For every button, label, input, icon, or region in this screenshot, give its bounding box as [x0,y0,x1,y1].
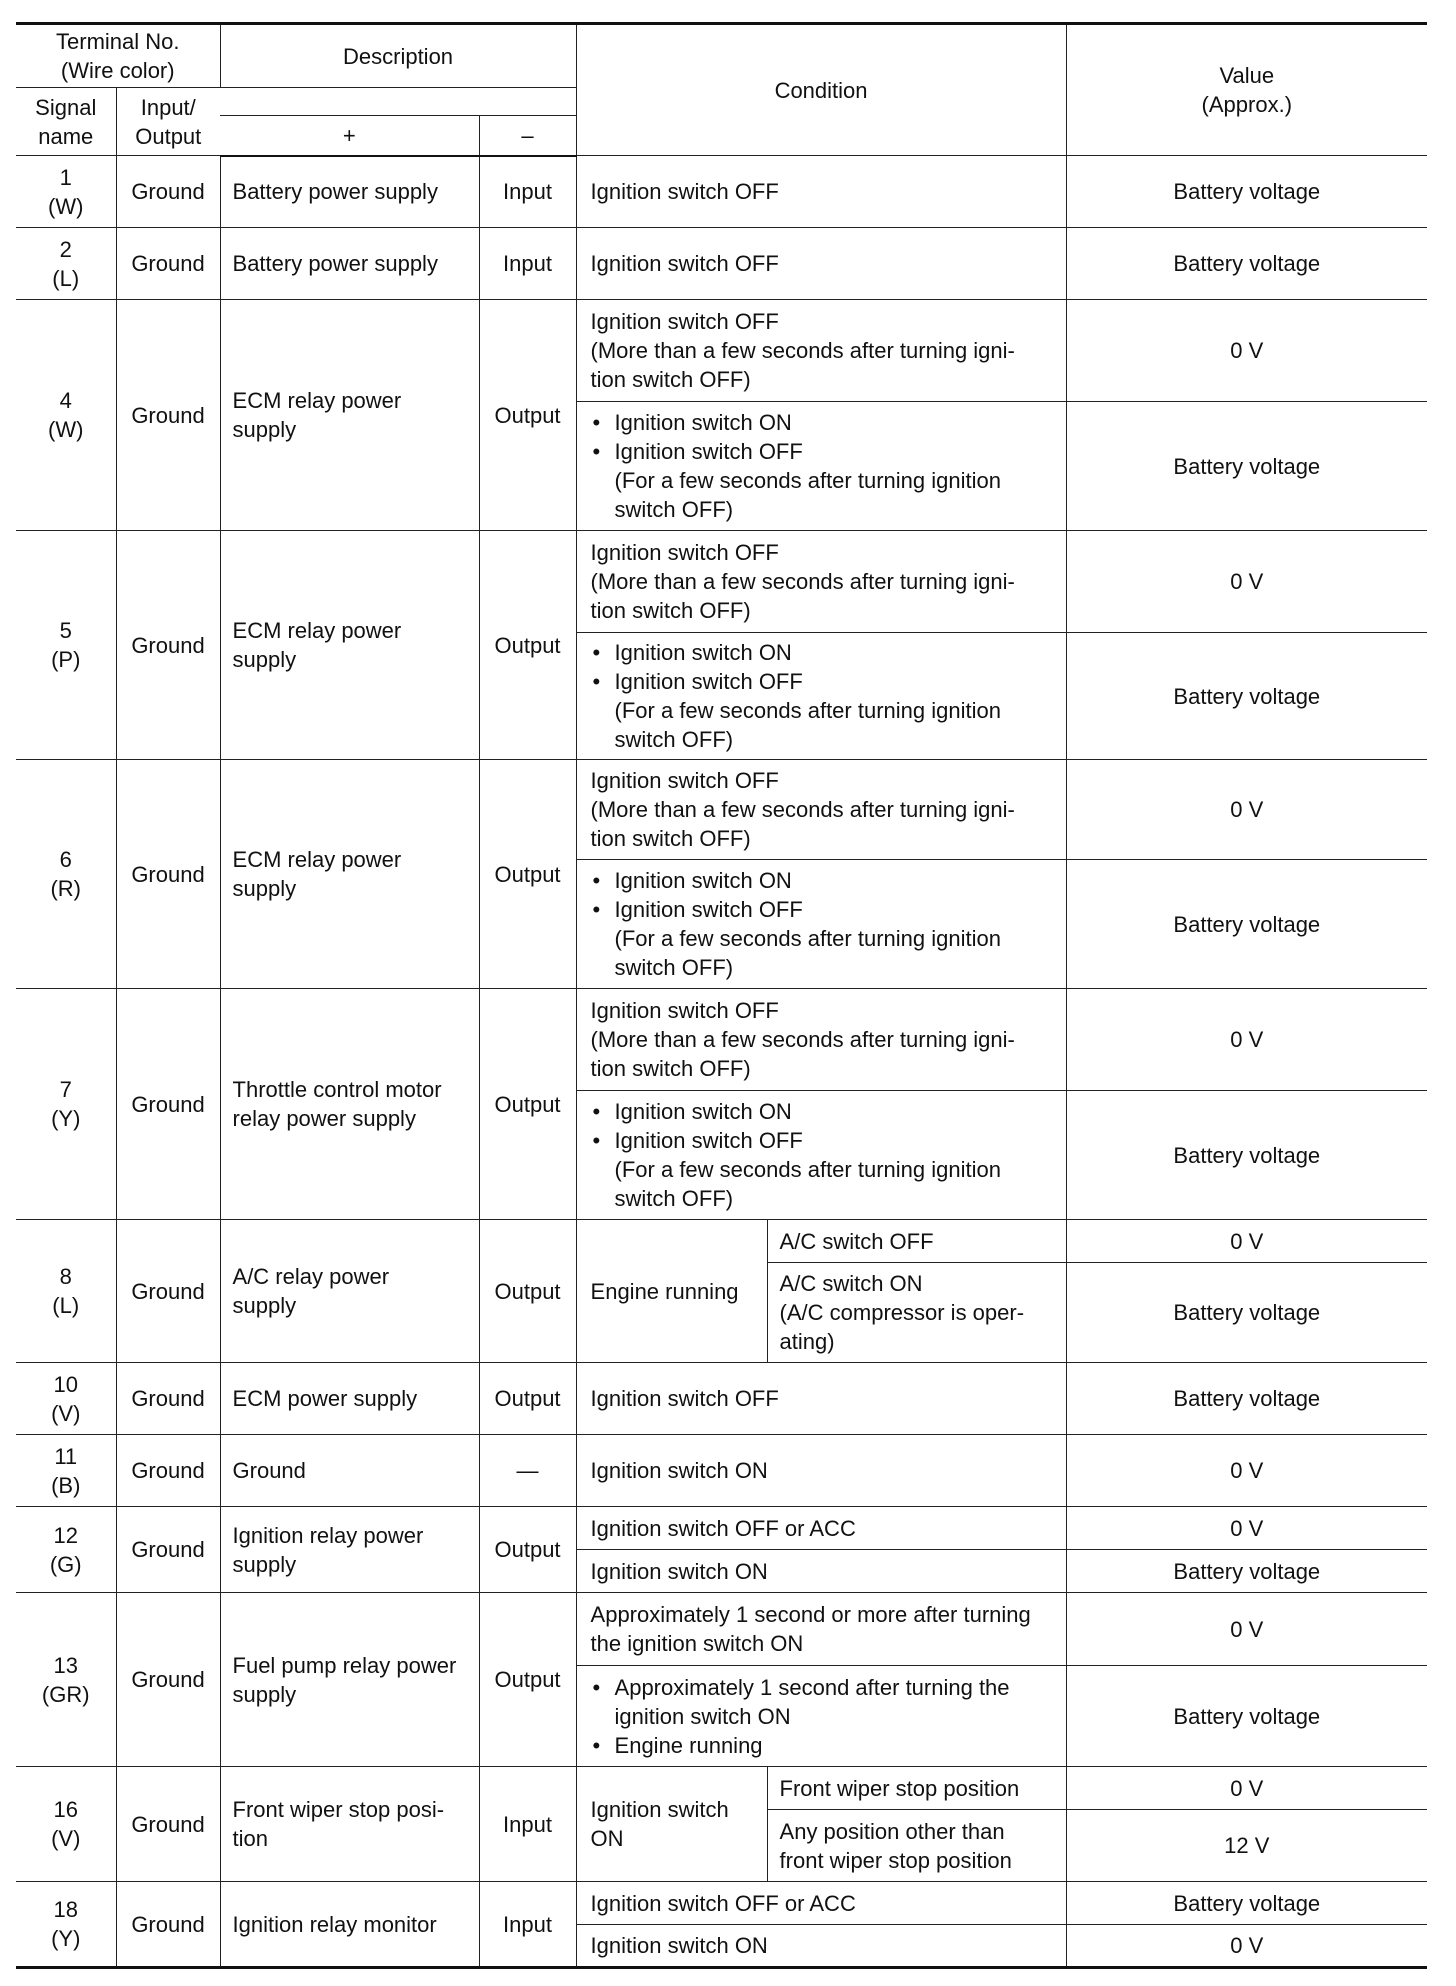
value: 0 V [1066,1435,1427,1507]
signal-name: Battery power supply [220,228,479,300]
terminal-minus: Ground [116,1220,220,1363]
terminal-number: 2 (L) [16,228,116,300]
sub-condition: Any position other than front wiper stop position [767,1810,1066,1882]
condition: Ignition switch ON [576,1767,767,1882]
condition: Ignition switch OFF or ACC [576,1882,1066,1925]
io-type: Output [479,760,576,989]
header-value: Value (Approx.) [1066,24,1427,156]
condition-item: • Engine running [591,1731,1052,1760]
terminal-number: 12 (G) [16,1507,116,1593]
terminal-minus: Ground [116,228,220,300]
value: 0 V [1066,760,1427,860]
terminal-minus: Ground [116,156,220,228]
condition: Ignition switch OFF (More than a few seconds after turning igni- tion switch OFF) [576,531,1066,633]
sub-condition: Front wiper stop position [767,1767,1066,1810]
condition-note: (For a few seconds after turning ignition switch OFF) [614,1157,1001,1211]
condition [576,633,1066,760]
header-signal-name: Signal name [16,88,116,156]
io-type: Output [479,989,576,1220]
value: Battery voltage [1066,1091,1427,1220]
value: 0 V [1066,1925,1427,1968]
condition: Ignition switch ON [576,1435,1066,1507]
condition: Ignition switch OFF (More than a few seconds after turning igni- tion switch OFF) [576,760,1066,860]
terminal-minus: Ground [116,1363,220,1435]
condition-list [591,638,1052,696]
header-condition: Condition [576,24,1066,156]
io-type: Input [479,156,576,228]
ecm-terminal-table [16,22,1427,1969]
io-type: Output [479,1507,576,1593]
header-input-output: Input/ Output [116,88,220,156]
signal-name: Battery power supply [220,156,479,228]
io-type: Output [479,1220,576,1363]
value: Battery voltage [1066,156,1427,228]
terminal-minus: Ground [116,1435,220,1507]
signal-name: Front wiper stop posi- tion [220,1767,479,1882]
condition-note: (For a few seconds after turning ignition switch OFF) [614,698,1001,752]
value: 12 V [1066,1810,1427,1882]
condition-note: (For a few seconds after turning ignition switch OFF) [614,468,1001,522]
value: 0 V [1066,1220,1427,1263]
condition-note: (For a few seconds after turning ignition switch OFF) [614,926,1001,980]
value: Battery voltage [1066,1263,1427,1363]
io-type: Output [479,300,576,531]
value: Battery voltage [1066,402,1427,531]
condition: Ignition switch OFF or ACC [576,1507,1066,1550]
condition-item: • Ignition switch OFF [591,1126,1052,1155]
condition [576,402,1066,531]
terminal-number: 6 (R) [16,760,116,989]
value: Battery voltage [1066,1666,1427,1767]
io-type: Input [479,228,576,300]
condition-item: • Approximately 1 second after turning the ignition switch ON [591,1673,1052,1731]
signal-name: ECM power supply [220,1363,479,1435]
value: 0 V [1066,300,1427,402]
header-terminal: Terminal No. (Wire color) [16,24,220,88]
condition: Ignition switch OFF (More than a few seconds after turning igni- tion switch OFF) [576,989,1066,1091]
value: 0 V [1066,531,1427,633]
io-type: Input [479,1767,576,1882]
terminal-minus: Ground [116,760,220,989]
terminal-minus: Ground [116,300,220,531]
condition: Ignition switch ON [576,1925,1066,1968]
condition: Approximately 1 second or more after turning the ignition switch ON [576,1593,1066,1666]
condition: Ignition switch OFF [576,228,1066,300]
terminal-number: 7 (Y) [16,989,116,1220]
signal-name: A/C relay power supply [220,1220,479,1363]
signal-name: ECM relay power supply [220,760,479,989]
value: 0 V [1066,1767,1427,1810]
condition [576,1666,1066,1767]
value: 0 V [1066,989,1427,1091]
io-type: Input [479,1882,576,1968]
signal-name: Ignition relay monitor [220,1882,479,1968]
terminal-minus: Ground [116,1593,220,1767]
condition [576,1091,1066,1220]
header-minus: – [479,116,576,156]
terminal-number: 4 (W) [16,300,116,531]
signal-name: Fuel pump relay power supply [220,1593,479,1767]
value: 0 V [1066,1593,1427,1666]
value: 0 V [1066,1507,1427,1550]
condition-list [591,1097,1052,1155]
condition: Ignition switch OFF (More than a few seconds after turning igni- tion switch OFF) [576,300,1066,402]
value: Battery voltage [1066,633,1427,760]
condition: Ignition switch OFF [576,1363,1066,1435]
value: Battery voltage [1066,1550,1427,1593]
io-type: Output [479,531,576,760]
io-type: Output [479,1363,576,1435]
sub-condition: A/C switch ON (A/C compressor is oper- ating) [767,1263,1066,1363]
condition: Engine running [576,1220,767,1363]
value: Battery voltage [1066,1882,1427,1925]
condition [576,860,1066,989]
condition-item: • Ignition switch OFF [591,895,1052,924]
condition: Ignition switch ON [576,1550,1066,1593]
terminal-minus: Ground [116,989,220,1220]
io-type: Output [479,1593,576,1767]
terminal-number: 10 (V) [16,1363,116,1435]
terminal-number: 18 (Y) [16,1882,116,1968]
io-type: — [479,1435,576,1507]
signal-name: ECM relay power supply [220,300,479,531]
condition: Ignition switch OFF [576,156,1066,228]
value: Battery voltage [1066,228,1427,300]
condition-item: • Ignition switch OFF [591,437,1052,466]
condition-item: • Ignition switch ON [591,1097,1052,1126]
condition-item: • Ignition switch OFF [591,667,1052,696]
signal-name: Throttle control motor relay power supply [220,989,479,1220]
terminal-number: 5 (P) [16,531,116,760]
value: Battery voltage [1066,1363,1427,1435]
condition-item: • Ignition switch ON [591,866,1052,895]
terminal-number: 13 (GR) [16,1593,116,1767]
terminal-number: 1 (W) [16,156,116,228]
condition-list [591,1673,1052,1760]
terminal-number: 16 (V) [16,1767,116,1882]
value: Battery voltage [1066,860,1427,989]
terminal-number: 8 (L) [16,1220,116,1363]
terminal-minus: Ground [116,1767,220,1882]
signal-name: Ignition relay power supply [220,1507,479,1593]
sub-condition: A/C switch OFF [767,1220,1066,1263]
condition-item: • Ignition switch ON [591,408,1052,437]
header-description: Description [220,24,576,88]
terminal-minus: Ground [116,1507,220,1593]
condition-list [591,408,1052,466]
terminal-number: 11 (B) [16,1435,116,1507]
header-plus: + [220,116,479,156]
terminal-minus: Ground [116,1882,220,1968]
signal-name: ECM relay power supply [220,531,479,760]
condition-list [591,866,1052,924]
signal-name: Ground [220,1435,479,1507]
terminal-minus: Ground [116,531,220,760]
condition-item: • Ignition switch ON [591,638,1052,667]
